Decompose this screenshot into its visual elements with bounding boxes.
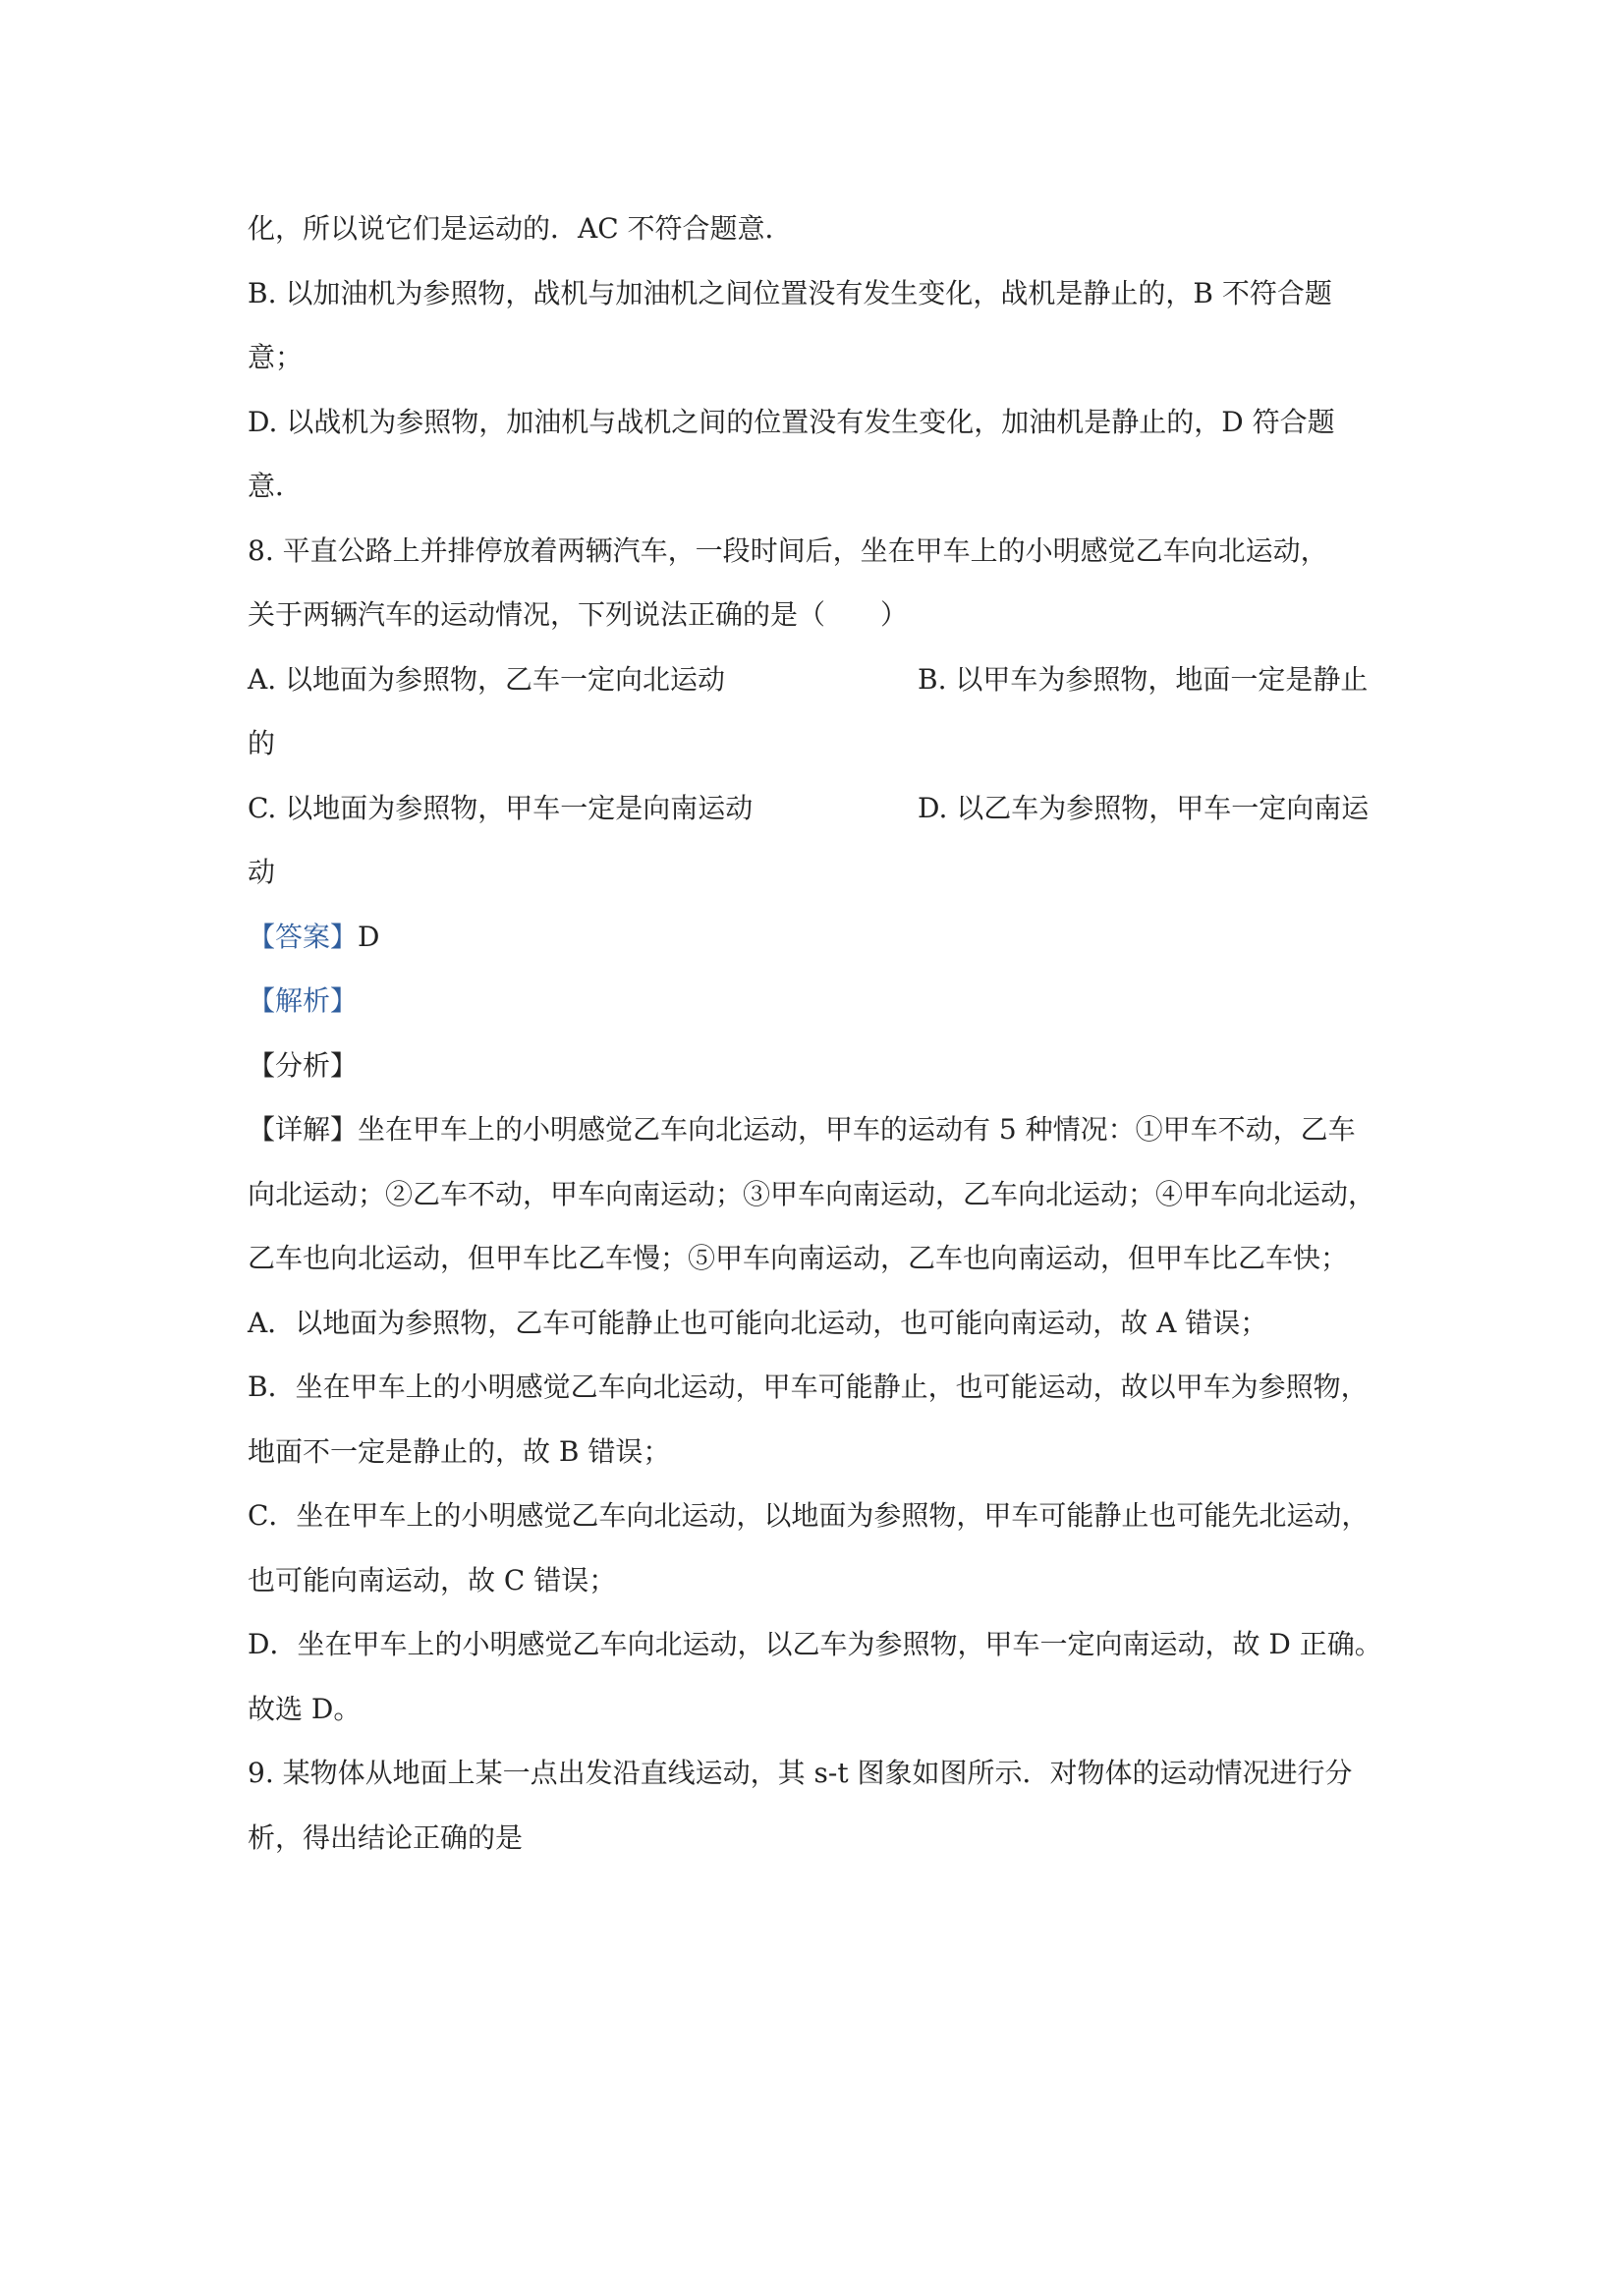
analysis-label: 【解析】	[248, 984, 359, 1017]
detail-line: 地面不一定是静止的，故 B 错误；	[248, 1434, 671, 1468]
answer-value: D	[358, 920, 380, 953]
fenxi-label: 【分析】	[248, 1048, 359, 1082]
question-9-stem: 析，得出结论正确的是	[248, 1820, 524, 1854]
detail-text: 坐在甲车上的小明感觉乙车向北运动，甲车的运动有 5 种情况：①甲车不动，乙车	[358, 1113, 1356, 1146]
options-row-cd	[248, 776, 1387, 841]
option-d: D. 以乙车为参照物，甲车一定向南运	[918, 791, 1370, 824]
detail-label: 【详解】	[248, 1113, 359, 1146]
document-page	[248, 196, 1387, 1870]
option-b: B. 以甲车为参照物，地面一定是静止	[918, 662, 1369, 696]
text-line: 意．	[248, 470, 304, 502]
text-line: D. 以战机为参照物，加油机与战机之间的位置没有发生变化，加油机是静止的，D 符合题	[248, 405, 1335, 438]
question-8-stem: 8. 平直公路上并排停放着两辆汽车，一段时间后，坐在甲车上的小明感觉乙车向北运动，	[248, 533, 1328, 567]
analysis-line	[248, 969, 1387, 1034]
text-line: 化，所以说它们是运动的．AC 不符合题意．	[248, 212, 793, 245]
detail-line: B．坐在甲车上的小明感觉乙车向北运动，甲车可能静止，也可能运动，故以甲车为参照物，	[248, 1371, 1369, 1403]
detail-line: 向北运动；②乙车不动，甲车向南运动；③甲车向南运动，乙车向北运动；④甲车向北运动，	[248, 1177, 1376, 1210]
conclusion-line: 故选 D。	[248, 1692, 362, 1725]
detail-line: D．坐在甲车上的小明感觉乙车向北运动，以乙车为参照物，甲车一定向南运动，故 D 正确。	[248, 1628, 1382, 1660]
question-9-stem: 9. 某物体从地面上某一点出发沿直线运动，其 s-t 图象如图所示．对物体的运动情况进行分	[248, 1757, 1353, 1789]
answer-label: 【答案】	[248, 920, 359, 953]
option-c: C. 以地面为参照物，甲车一定是向南运动	[248, 791, 754, 824]
detail-line: 乙车也向北运动，但甲车比乙车慢；⑤甲车向南运动，乙车也向南运动，但甲车比乙车快；	[248, 1242, 1349, 1274]
option-d-continuation: 动	[248, 856, 276, 888]
answer-line	[248, 905, 1387, 970]
text-line: 意；	[248, 341, 304, 373]
fenxi-line	[248, 1034, 1387, 1098]
detail-line: A．以地面为参照物，乙车可能静止也可能向北运动，也可能向南运动，故 A 错误；	[248, 1306, 1268, 1339]
option-a: A. 以地面为参照物，乙车一定向北运动	[248, 662, 726, 696]
option-b-continuation: 的	[248, 727, 276, 759]
question-8-stem: 关于两辆汽车的运动情况，下列说法正确的是（ ）	[248, 598, 909, 631]
detail-line: 也可能向南运动，故 C 错误；	[248, 1563, 617, 1596]
options-row-ab	[248, 647, 1387, 712]
detail-line	[248, 1097, 1387, 1162]
text-line: B. 以加油机为参照物，战机与加油机之间位置没有发生变化，战机是静止的，B 不符合题	[248, 276, 1332, 309]
detail-line: C．坐在甲车上的小明感觉乙车向北运动，以地面为参照物，甲车可能静止也可能先北运动，	[248, 1499, 1370, 1532]
